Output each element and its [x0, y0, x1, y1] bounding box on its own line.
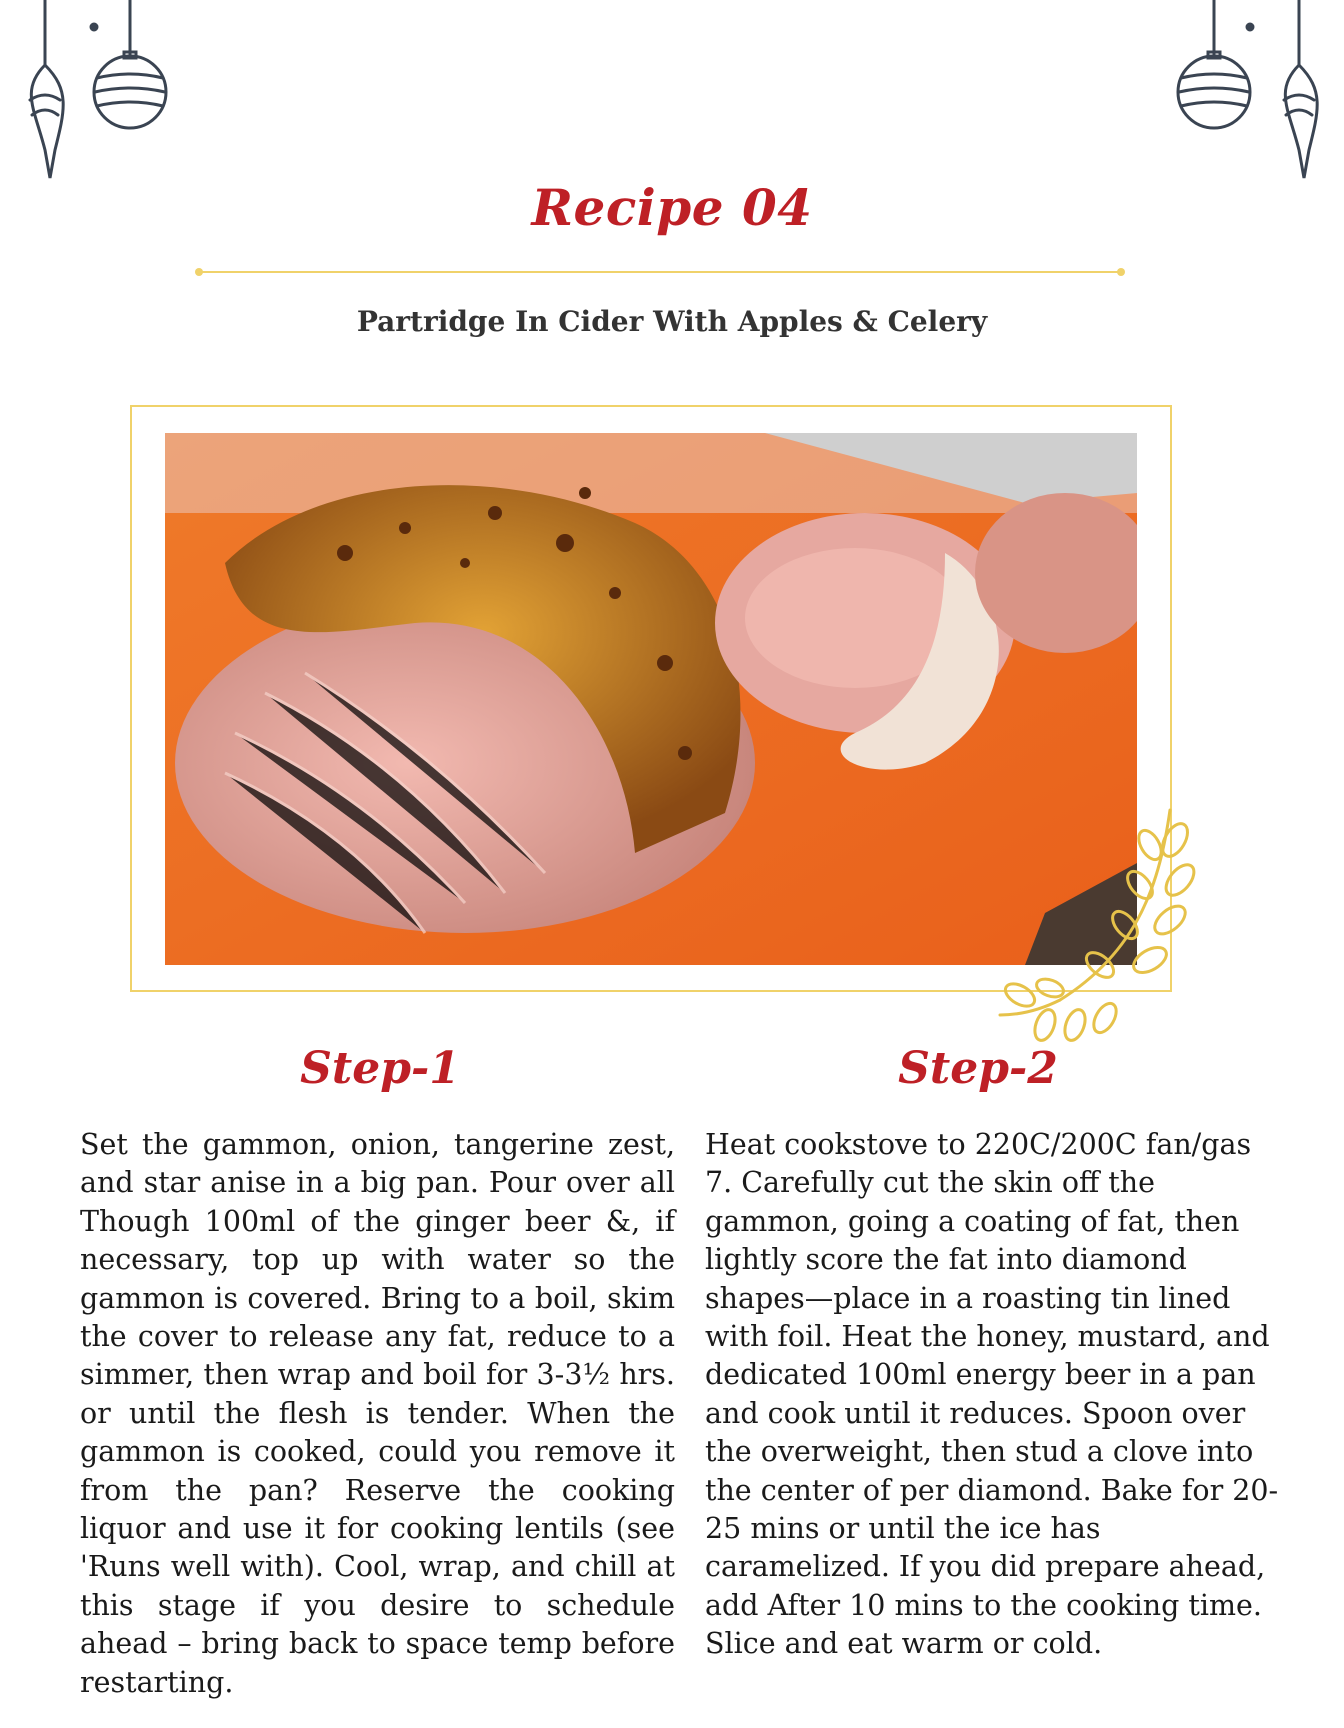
recipe-subtitle: Partridge In Cider With Apples & Celery — [356, 305, 988, 338]
step-1-heading: Step-1 — [300, 1043, 460, 1094]
christmas-ornament-left-icon — [10, 0, 180, 190]
step-2-text: Heat cookstove to 220C/200C fan/gas 7. Carefully cut the skin off the gammon, going a coating of fat, then lightly score the fat into diamond shapes—place in a roasting tin lined with foil. Heat the honey, mustard, and dedicated 100ml energy beer in a pan and cook until it reduces. Spoon over the overweight, then stud a clove into the center of per diamond. Bake for 20-25 mins or until the ice has caramelized. If you did prepare ahead, add After 10 mins to the cooking time. Slice and eat warm or cold. — [705, 1128, 1279, 1661]
golden-leaf-branch-icon — [990, 800, 1220, 1050]
page-title: Recipe 04 — [531, 178, 813, 237]
step-2-heading: Step-2 — [898, 1043, 1058, 1094]
step-1-text: Set the gammon, onion, tangerine zest, and star anise in a big pan. Pour over all Though 100ml of the ginger beer &, if necessary, top up with water so the gammon is covered. Bring to a boil, skim the cover to release any fat, reduce to a simmer, then wrap and boil for 3-3½ hrs. or until the flesh is tender. When the gammon is cooked, could you remove it from the pan? Reserve the cooking liquor and use it for cooking lentils (see 'Runs well with). Cool, wrap, and chill at this stage if you desire to schedule ahead – bring back to space temp before restarting. — [80, 1128, 675, 1699]
title-divider — [195, 267, 1125, 277]
christmas-ornament-right-icon — [1164, 0, 1334, 190]
